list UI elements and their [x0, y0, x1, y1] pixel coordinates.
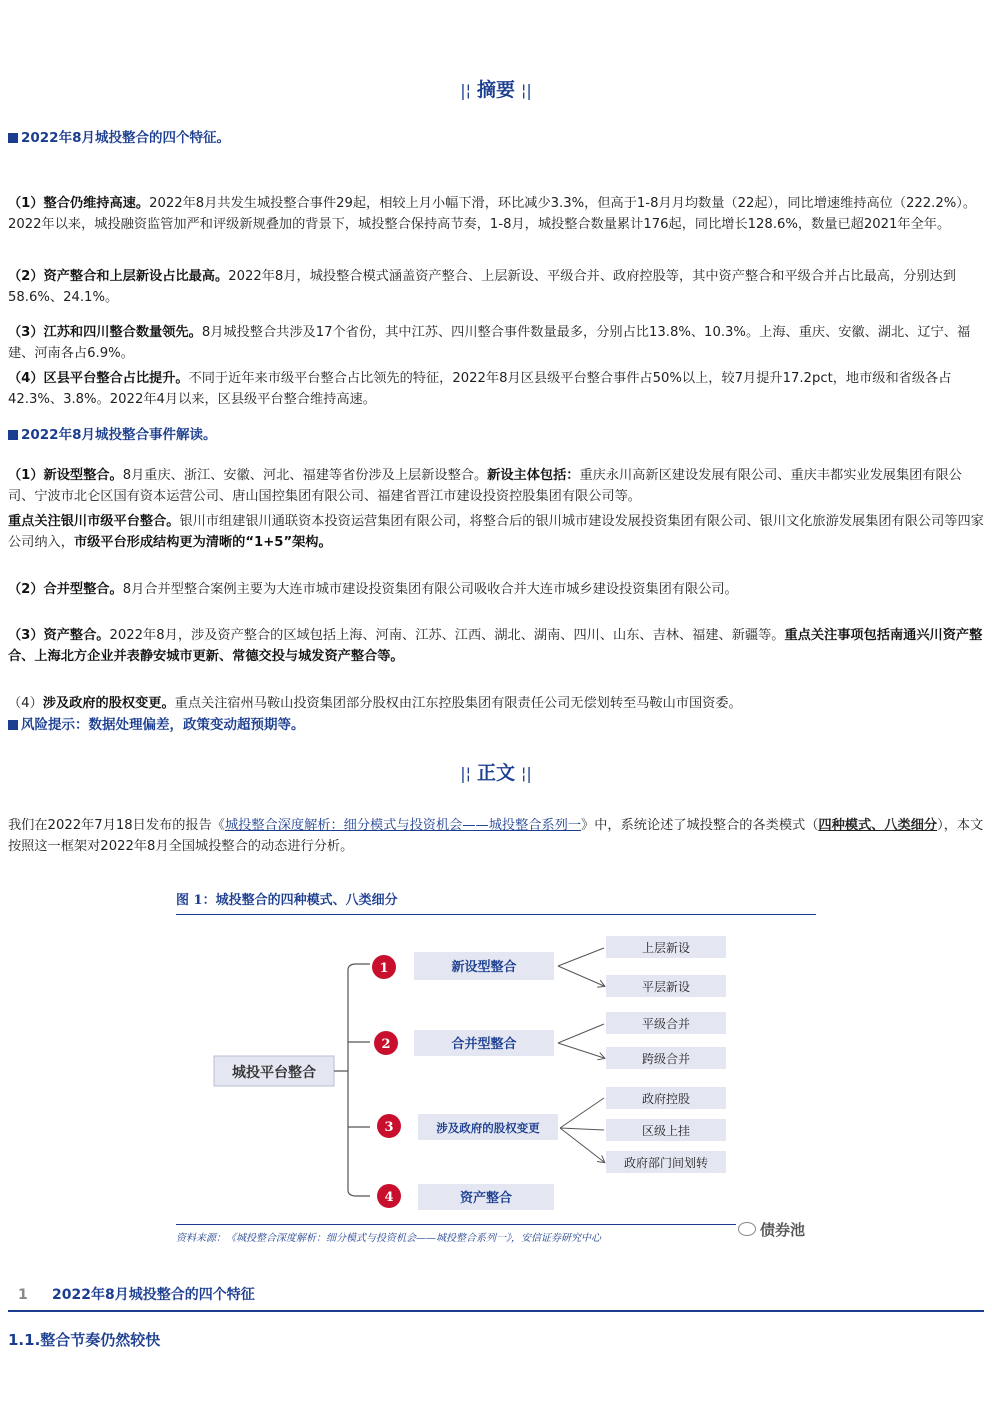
- svg-text:政府部门间划转: 政府部门间划转: [623, 1156, 709, 1170]
- figure-diagram: [176, 890, 816, 1220]
- svg-text:区级上挂: 区级上挂: [641, 1124, 691, 1138]
- square-bullet-icon: [8, 133, 18, 143]
- wechat-icon: [738, 1222, 756, 1236]
- s2-p4: （4）涉及政府的股权变更。重点关注宿州马鞍山投资集团部分股权由江东控股集团有限责任公司无偿划转至马鞍山市国资委。: [8, 696, 742, 711]
- svg-text:平级合并: 平级合并: [641, 1017, 691, 1031]
- square-bullet-icon: [8, 720, 18, 730]
- svg-text:1: 1: [379, 961, 389, 976]
- report-link[interactable]: 城投整合深度解析：细分模式与投资机会——城投整合系列一: [224, 818, 582, 833]
- svg-text:平层新设: 平层新设: [641, 980, 691, 994]
- s1-p4: （4）区县平台整合占比提升。不同于近年来市级平台整合占比领先的特征，2022年8月区县级平台整合事件占50%以上，较7月提升17.2pct，地市级和省级各占42.3%、3.8%。2022年4月以来，区县级平台整合维持高速。: [8, 371, 952, 407]
- square-bullet-icon: [8, 430, 18, 440]
- s2-p3: （3）资产整合。2022年8月，涉及资产整合的区域包括上海、河南、江苏、江西、湖北、湖南、四川、山东、吉林、福建、新疆等。重点关注事项包括南通兴川资产整合、上海北方企业并表静安城市更新、常德交投与城发资产整合等。: [8, 628, 983, 664]
- s1-p3: （3）江苏和四川整合数量领先。8月城投整合共涉及17个省份，其中江苏、四川整合事件数量最多，分别占比13.8%、10.3%。上海、重庆、安徽、湖北、辽宁、福建、河南各占6.9%。: [8, 325, 971, 361]
- summary-title: |¦ 摘要 ¦|: [460, 79, 532, 101]
- svg-text:资产整合: 资产整合: [459, 1191, 513, 1206]
- body-title: |¦ 正文 ¦|: [460, 762, 532, 784]
- figure-1: [176, 890, 816, 1250]
- risk-note: 风险提示：数据处理偏差，政策变动超预期等。: [8, 715, 986, 736]
- s2-header: 2022年8月城投整合事件解读。: [8, 425, 986, 446]
- svg-text:上层新设: 上层新设: [641, 941, 691, 955]
- heading-1: 1 2022年8月城投整合的四个特征: [18, 1287, 255, 1303]
- s1-p1: （1）整合仍维持高速。2022年8月共发生城投整合事件29起，相较上月小幅下滑，环比减少3.3%，但高于1-8月月均数量（22起），同比增速维持高位（222.2%）。2022年以来，城投融资监管加严和评级新规叠加的背景下，城投整合保持高节奏，1-8月，城投整合数量累计176起，同比增长128.6%，数量已超2021年全年。: [8, 196, 977, 232]
- figure-source-rule: [176, 1224, 736, 1225]
- svg-text:4: 4: [384, 1190, 394, 1205]
- s2-p2: （2）合并型整合。8月合并型整合案例主要为大连市城市建设投资集团有限公司吸收合并大连市城乡建设投资集团有限公司。: [8, 582, 738, 597]
- s1-p2: （2）资产整合和上层新设占比最高。2022年8月，城投整合模式涵盖资产整合、上层新设、平级合并、政府控股等，其中资产整合和平级合并占比最高，分别达到58.6%、24.1%。: [8, 269, 956, 305]
- svg-text:跨级合并: 跨级合并: [641, 1052, 691, 1066]
- figure-source: 资料来源：《城投整合深度解析：细分模式与投资机会——城投整合系列一》，安信证券研究中心: [176, 1233, 601, 1244]
- watermark: 债券池: [738, 1220, 805, 1241]
- svg-text:3: 3: [384, 1120, 394, 1135]
- root-bracket: [334, 964, 370, 1196]
- s2-p1: （1）新设型整合。8月重庆、浙江、安徽、河北、福建等省份涉及上层新设整合。新设主体包括：重庆永川高新区建设发展有限公司、重庆丰都实业发展集团有限公司、宁波市北仑区国有资本运营公司、唐山国控集团有限公司、福建省晋江市建设投资控股集团有限公司等。: [8, 468, 962, 504]
- svg-text:新设型整合: 新设型整合: [451, 960, 517, 975]
- root-label: 城投平台整合: [232, 1065, 316, 1081]
- heading-1-1: 1.1.整合节奏仍然较快: [8, 1331, 161, 1349]
- figure-title: 图 1：城投整合的四种模式、八类细分: [176, 893, 398, 908]
- svg-text:涉及政府的股权变更: 涉及政府的股权变更: [436, 1121, 540, 1135]
- heading-1-rule: [8, 1310, 984, 1312]
- svg-text:合并型整合: 合并型整合: [451, 1037, 517, 1052]
- s1-header: 2022年8月城投整合的四个特征。: [8, 128, 986, 149]
- intro-paragraph: 我们在2022年7月18日发布的报告《城投整合深度解析：细分模式与投资机会——城投整合系列一》中，系统论述了城投整合的各类模式（四种模式、八类细分），本文按照这一框架对2022年8月全国城投整合的动态进行分析。: [8, 818, 984, 854]
- svg-text:2: 2: [381, 1037, 391, 1052]
- svg-text:政府控股: 政府控股: [641, 1092, 691, 1106]
- modes-link[interactable]: 四种模式、八类细分: [818, 818, 938, 833]
- s2-p1b: 重点关注银川市级平台整合。银川市组建银川通联资本投资运营集团有限公司，将整合后的银川城市建设发展投资集团有限公司、银川文化旅游发展集团有限公司等四家公司纳入，市级平台形成结构更为清晰的“1+5”架构。: [8, 514, 984, 550]
